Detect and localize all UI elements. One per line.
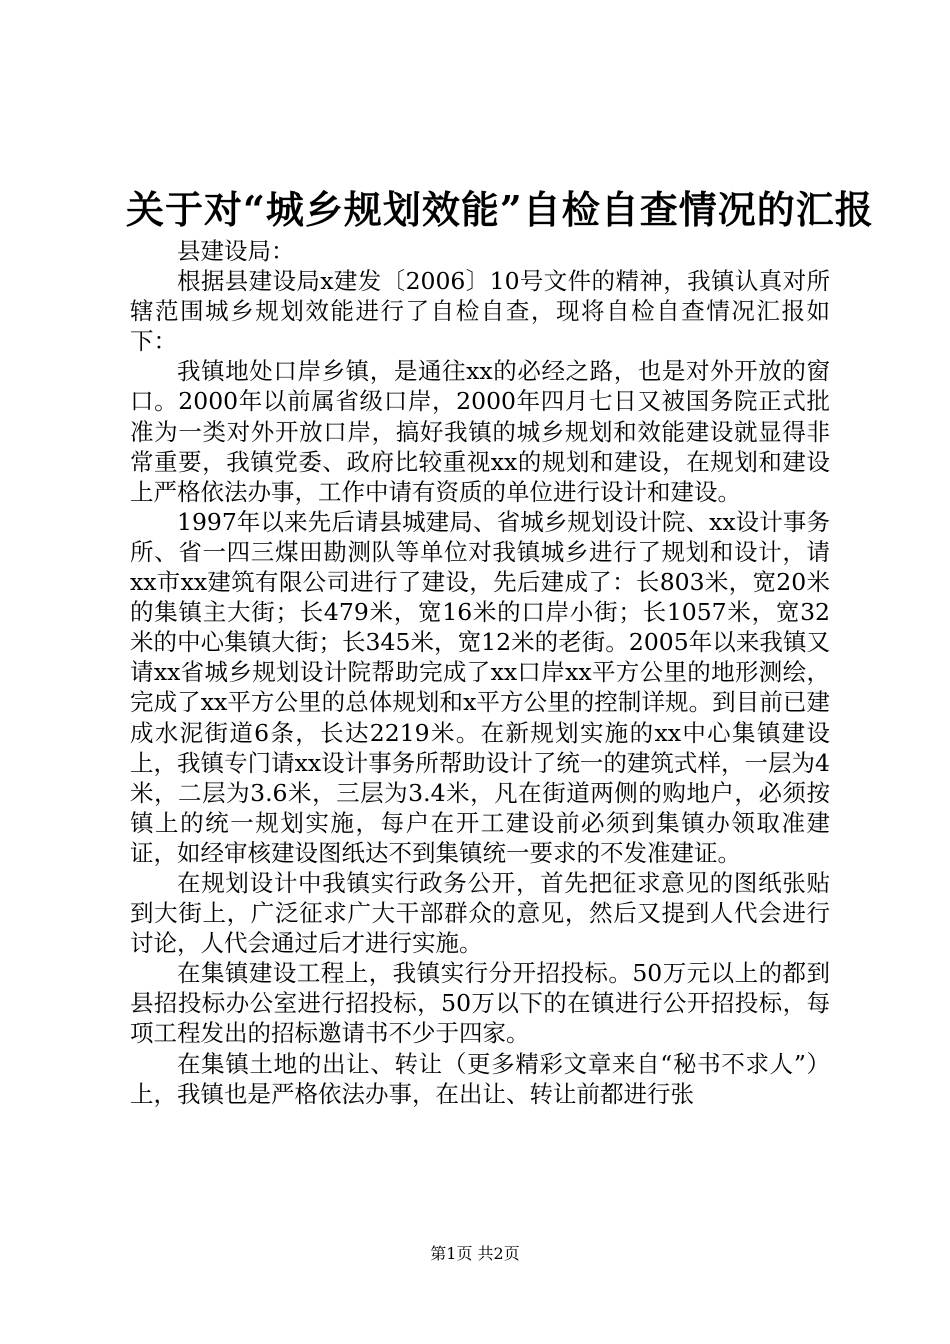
page-footer: 第1页 共2页 [430, 1244, 520, 1263]
paragraph-2: 我镇地处口岸乡镇，是通往xx的必经之路，也是对外开放的窗口。2000年以前属省级口岸，2000年四月七日又被国务院正式批准为一类对外开放口岸，搞好我镇的城乡规划和效能建设就显得非常重要，我镇党委、政府比较重视xx的规划和建设，在规划和建设上严格依法办事，工作中请有资质的单位进行设计和建设。 [130, 357, 830, 506]
paragraph-3: 1997年以来先后请县城建局、省城乡规划设计院、xx设计事务所、省一四三煤田勘测队等单位对我镇城乡进行了规划和设计，请xx市xx建筑有限公司进行了建设，先后建成了：长803米，宽20米的集镇主大街；长479米，宽16米的口岸小街；长1057米，宽32米的中心集镇大街；长345米，宽12米的老街。2005年以来我镇又请xx省城乡规划设计院帮助完成了xx口岸xx平方公里的地形测绘，完成了xx平方公里的总体规划和x平方公里的控制详规。到目前已建成水泥街道6条，长达2219米。在新规划实施的xx中心集镇建设上，我镇专门请xx设计事务所帮助设计了统一的建筑式样，一层为4米，二层为3.6米，三层为3.4米，凡在街道两侧的购地户，必须按镇上的统一规划实施，每户在开工建设前必须到集镇办领取准建证，如经审核建设图纸达不到集镇统一要求的不发准建证。 [130, 507, 830, 867]
paragraph-6: 在集镇土地的出让、转让（更多精彩文章来自“秘书不求人”）上，我镇也是严格依法办事，在出让、转让前都进行张 [130, 1049, 830, 1108]
paragraph-5: 在集镇建设工程上，我镇实行分开招投标。50万元以上的都到县招投标办公室进行招投标，50万以下的在镇进行公开招投标，每项工程发出的招标邀请书不少于四家。 [130, 959, 830, 1048]
paragraph-4: 在规划设计中我镇实行政务公开，首先把征求意见的图纸张贴到大街上，广泛征求广大干部群众的意见，然后又提到人代会进行讨论，人代会通过后才进行实施。 [130, 868, 830, 958]
document-title: 关于对“城乡规划效能”自检自查情况的汇报 [126, 187, 874, 232]
paragraph-1: 根据县建设局x建发〔2006〕10号文件的精神，我镇认真对所辖范围城乡规划效能进行了自检自查，现将自检自查情况汇报如下： [130, 267, 830, 356]
document-body [130, 236, 830, 1109]
salutation: 县建设局： [177, 237, 295, 265]
